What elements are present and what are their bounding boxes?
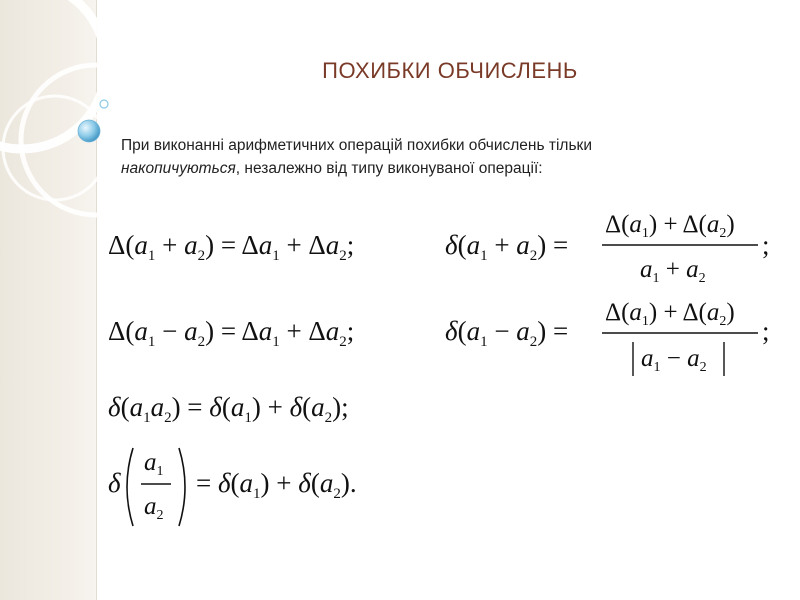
svg-text:a1 − a2: $a_1 - a_2$: [641, 345, 707, 375]
svg-text:;: ;: [762, 316, 770, 346]
svg-text:δ: δ: [108, 468, 121, 498]
svg-text:δ(a1 + a2) =: $\delta(a_1 + a_2)$ =: [445, 230, 569, 264]
paragraph-text-end: , незалежно від типу виконуваної операції:: [235, 160, 543, 177]
svg-text:= δ(a1) + δ(a2).: = $\delta(a_1) + \delta(a_2)$.: [196, 468, 357, 502]
svg-text:a1 + a2: $a_1 + a_2$: [640, 256, 706, 286]
slide-title: ПОХИБКИ ОБЧИСЛЕНЬ: [322, 58, 578, 83]
svg-text:Δ(a1) + Δ(a2): $\Delta(a_1) + \Delta(a_2)$: [605, 211, 735, 241]
svg-text:δ(a1 − a2) =: $\delta(a_1 - a_2)$ =: [445, 316, 569, 350]
svg-text:a1: $a_1$: [144, 449, 164, 479]
svg-text:Δ(a1) + Δ(a2): $\Delta(a_1) + \Delta(a_2)$: [605, 299, 735, 329]
paragraph-emphasis: накопичуються: [121, 160, 236, 177]
svg-text:δ(a1a2) = δ(a1) + δ(a2);: $\delta(a_1a_2) = \delta(a_1) + \delta(a_2)$;: [108, 392, 349, 426]
formula-rel-error-product: [108, 392, 349, 426]
formula-rel-error-quotient: [108, 448, 357, 526]
svg-text:a2: $a_2$: [144, 493, 164, 523]
paragraph-text-start: При виконанні арифметичних операцій похибки обчислень тільки: [121, 137, 592, 154]
svg-text:Δ(a1 + a2) = Δa1 + Δa2;: $\Delta(a_1 + a_2) = \Delta a_1 + \Delta a_2$;: [108, 230, 355, 264]
formula-rel-error-diff: [445, 299, 770, 376]
formula-abs-error-diff: [108, 316, 354, 350]
formula-rel-error-sum: [445, 211, 770, 286]
svg-text:;: ;: [762, 230, 770, 260]
formula-abs-error-sum: [108, 230, 354, 264]
svg-text:Δ(a1 − a2) = Δa1 + Δa2;: $\Delta(a_1 - a_2) = \Delta a_1 + \Delta a_2$;: [108, 316, 355, 350]
